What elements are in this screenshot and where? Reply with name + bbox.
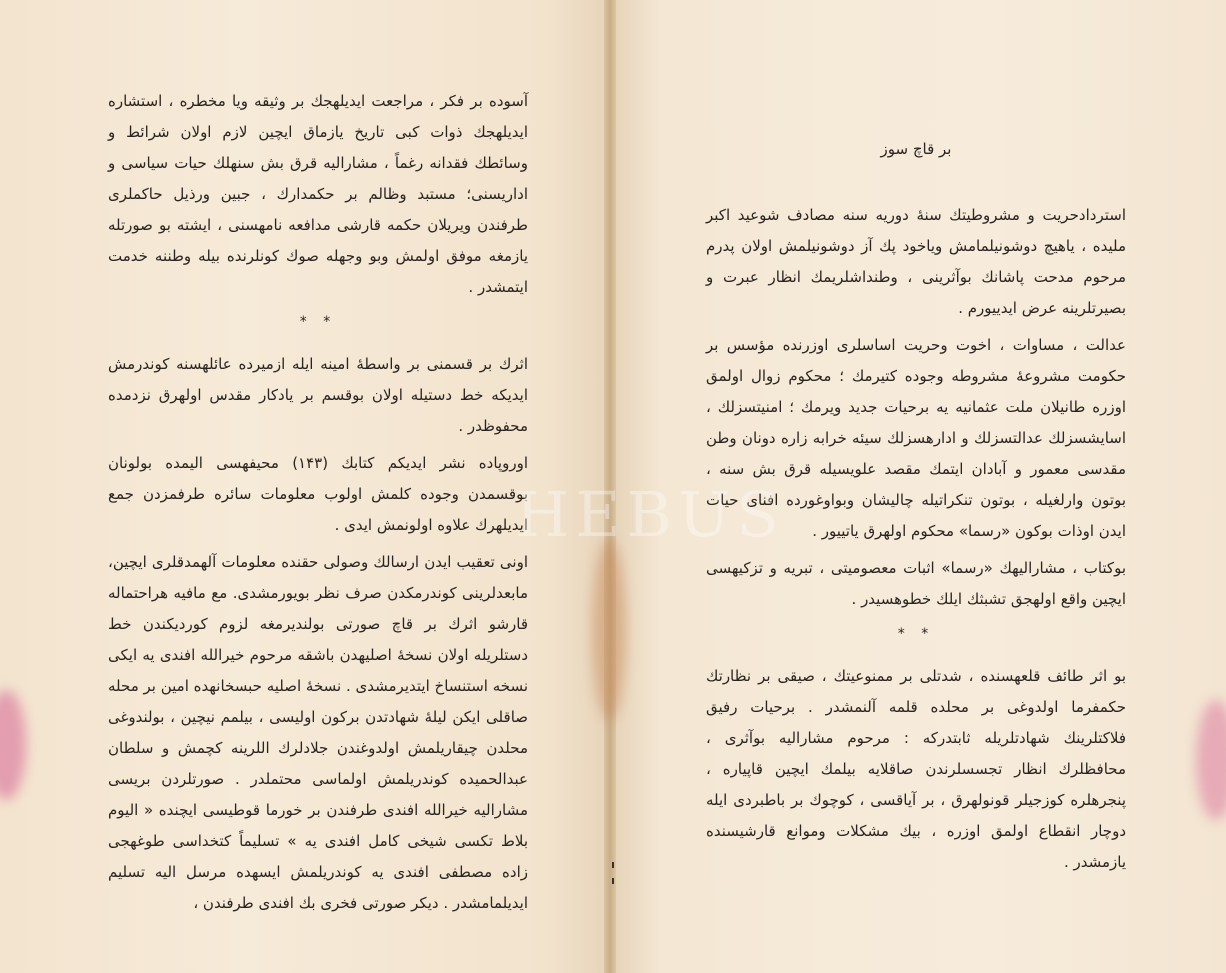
section-separator-right: * * [897,626,935,642]
right-paragraph-3: بوکتاب ، مشارالیهك «رسما» اثبات معصومیتی ، تبریه و تزکیهسی ایچین واقع اولهجق تشبثك ایلك خطوهسیدر . [706,559,1126,608]
page-heading: بر قاچ سوز [880,140,952,158]
right-page-text [706,200,1126,878]
section-separator: * * [299,314,337,330]
water-stain [592,540,626,720]
left-paragraph-1: آسوده بر فکر ، مراجعت ایدیلهجك بر وثیقه ویا مخطره ، استشاره ایدیلهجك ذوات کبی تاریخ یازماق ایچین لازم اولان شرائط و وسائطك فقدانه رغماً ، مشارالیه قرق بش سنهلك حیات سیاسی و اداریسنی؛ مستبد وظالم بر حکمدارك ، جبین ورذیل حاکملری طرفندن ویریلان حکمه قارشی مدافعه نامهسنی ، ایشته بو صورتله یازمغه موفق اولمش وبو وجهله صوك کونلرنده بیله وطننه خدمت ایتمشدر . [108,92,528,296]
book-gutter [604,0,616,973]
right-paragraph-1: استردادحریت و مشروطیتك سنهٔ دوریه سنه مصادف شوعید اکبر ملیده ، یاهیچ دوشونیلمامش ویاخود پك آز دوشونیلمش اولان پدرم مرحوم مدحت پاشانك بوآثرینی ، وطنداشلریمك انظار عبرت و بصیرتلرینه عرض ایدییورم . [706,206,1126,317]
right-paragraph-2: عدالت ، مساوات ، اخوت وحریت اساسلری اوزرنده مؤسس بر حکومت مشروعهٔ مشروطه وجوده کتیرمك ؛ محکوم زوال اولمق اوزره طانیلان ملت عثمانیه یه برحیات جدید ویرمك ؛ امنیتسزلك ، اسایشسزلك عدالتسزلك و ادارهسزلك سیئه خرابه زاره دونان وطن مقدسی معمور و آبادان ایتمك مقصد علویسیله قرق بش سنه ، بوتون وارلغیله ، بوتون تنکراتیله چالیشان وبواوغورده افنای حیات ایدن اوذات بوکون «رسما» محکوم اولهرق یاتییور . [706,336,1126,540]
right-paragraph-4: بو اثر طائف قلعهسنده ، شدتلی بر ممنوعیتك ، صیقی بر نظارتك حکمفرما اولدوغی بر محلده قلمه آلنمشدر . برحیات رفیق فلاکتلرینك شهادتلریله ثابتدرکه : مرحوم مشارالیه بوآثری ، محافظلرك انظار تجسسلرندن صاقلایه بیلمك ایچین قاپیاره ، پنجرهلره کوزجیلر قونولهرق ، بر آیاقسی ، کوچوك بر باطبردی ایله دوچار انقطاع اولمق اوزره ، بیك مشکلات وموانع قارشیسنده یازمشدر . [706,667,1126,871]
binding-mark [612,862,614,868]
watermark: HEBUS [515,478,785,551]
binding-mark [612,878,614,884]
left-page-text [108,86,528,919]
left-paragraph-2: اثرك بر قسمنی بر واسطهٔ امینه ایله ازمیرده عائلهسنه کوندرمش ایدیکه خط دستیله اولان بوقسم بر یادکار مقدس اولهرق نزدمده محفوظدر . [108,355,528,435]
left-paragraph-3: اوروپاده نشر ایدیکم کتابك (۱۴۳) محیفهسی الیمده بولونان بوقسمدن وجوده کلمش اولوب معلومات سائره طرفمزدن جمع ایدیلهرك علاوه اولونمش ایدی . [108,454,528,534]
left-paragraph-4: اونی تعقیب ایدن ارسالك وصولی حقنده معلومات آلهمدقلری ایچین، مابعدلرینی کوندرمکدن صرف نظر بویورمشدی. مع مافیه هراحتماله قارشو اثرك بر قاچ صورتی بولندیرمغه لزوم کوردیکندن خط دستلریله اولان نسخهٔ اصلیهدن باشقه مرحوم خیرالله افندی یه ایکی نسخه استنساخ ایتدیرمشدی . نسخهٔ اصلیه حبسخانهده امین بر محله صاقلی ایکن لیلهٔ شهادتدن برکون اولیسی ، بیلمم نیچین ، بولندوغی محلدن چیقاریلمش اولدوغندن جلادلرك اللرینه کچمش و سلطان عبدالحمیده کوندریلمش اولماسی محتملدر . صورتلردن بریسی مشارالیه خیرالله افندی طرفندن بر خورما قوطیسی ایچنده « الیوم بلاط تکسی شیخی کامل افندی یه » تسلیماً کتخداسی طوغهجی زاده مصطفی افندی یه کوندریلمش ایسهده مرسل الیه تسلیم ایدیلمامشدر . دیکر صورتی فخری بك افندی طرفندن ، [108,553,528,912]
